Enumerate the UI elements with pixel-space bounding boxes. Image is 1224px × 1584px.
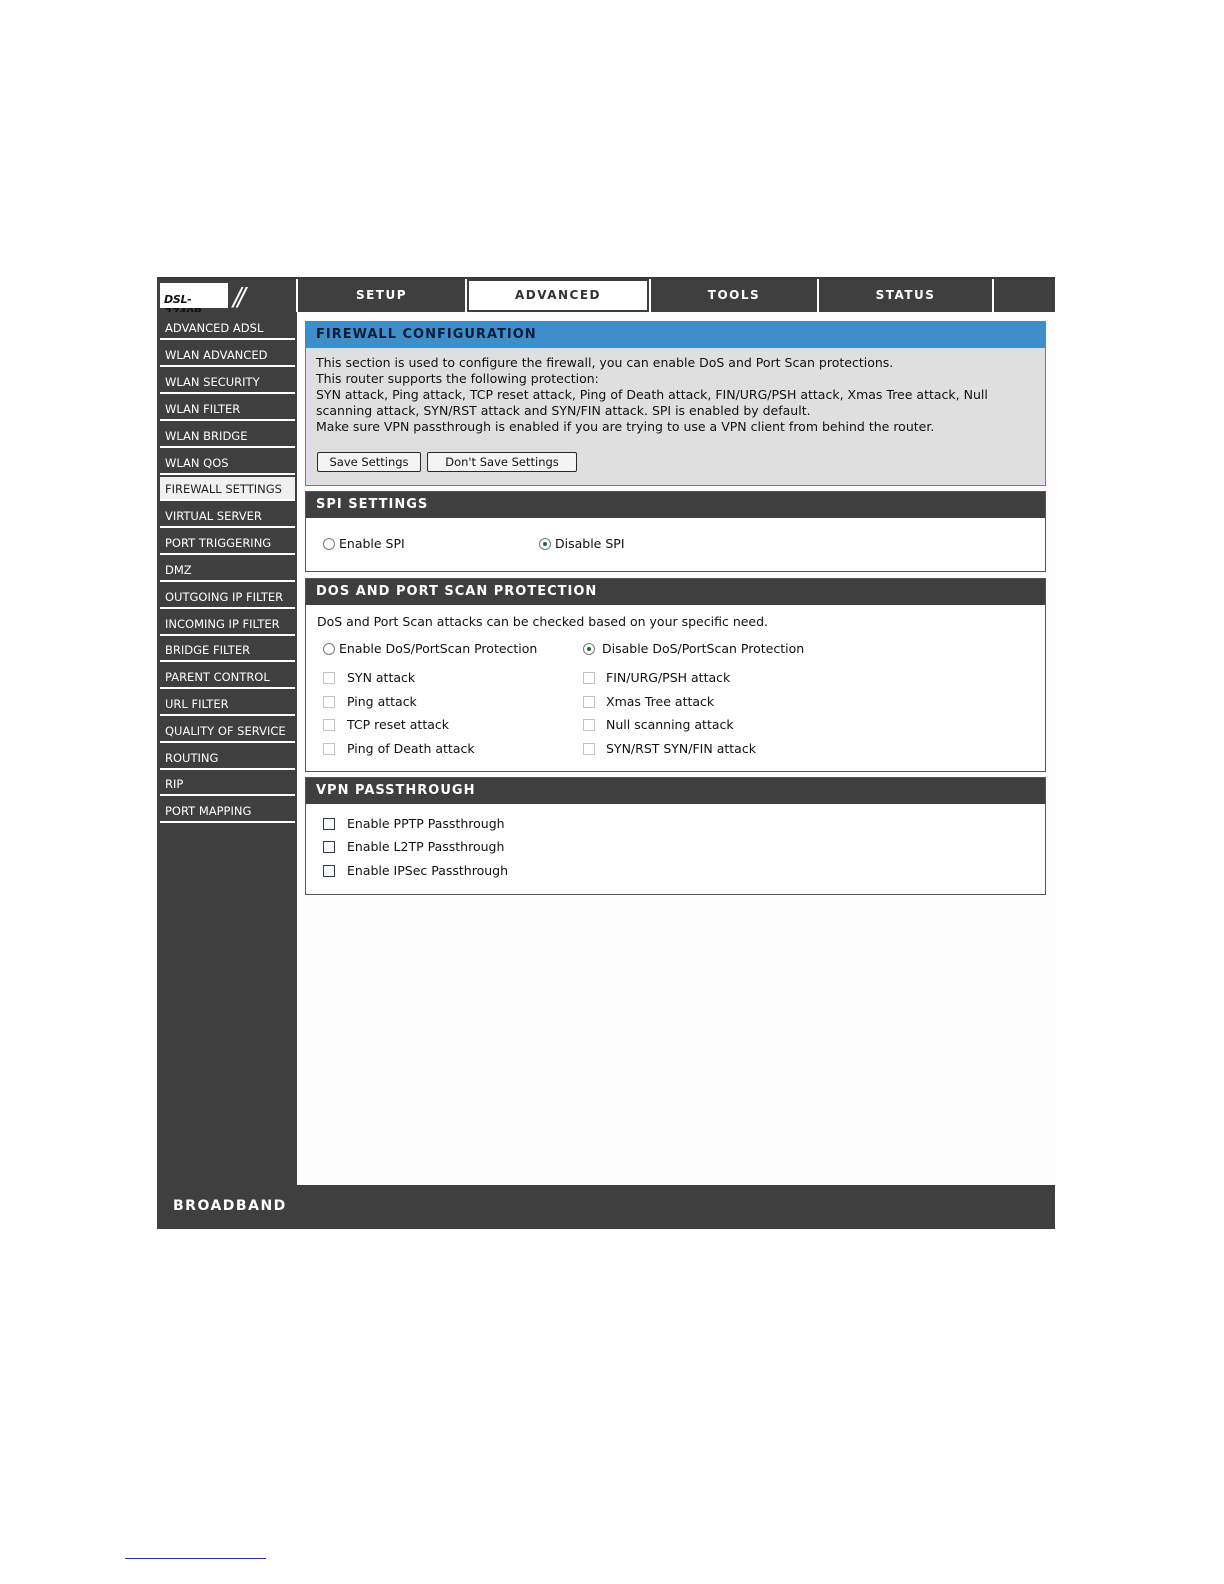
sidebar-item-wlan-bridge[interactable]: WLAN BRIDGE [160, 424, 295, 448]
null-scanning-checkbox [583, 719, 595, 731]
sidebar-item-port-triggering[interactable]: PORT TRIGGERING [160, 531, 295, 555]
pptp-passthrough-checkbox[interactable] [323, 818, 335, 830]
footer [157, 1185, 1055, 1229]
disable-dos-radio[interactable] [583, 643, 595, 655]
syn-rst-syn-fin-checkbox [583, 743, 595, 755]
sidebar-item-wlan-qos[interactable]: WLAN QOS [160, 451, 295, 475]
syn-attack-label: SYN attack [347, 670, 416, 685]
description-line: Make sure VPN passthrough is enabled if you are trying to use a VPN client from behind the router. [316, 419, 935, 434]
logo [157, 279, 296, 312]
panel-title: FIREWALL CONFIGURATION [306, 322, 1045, 348]
footer-brand: BROADBAND [173, 1198, 287, 1214]
footnote-divider [125, 1558, 266, 1559]
sidebar-item-incoming-ip-filter[interactable]: INCOMING IP FILTER [160, 612, 295, 636]
disable-spi-radio[interactable] [539, 538, 551, 550]
firewall-description [316, 355, 1034, 435]
sidebar-item-rip[interactable]: RIP [160, 772, 295, 796]
tcp-reset-attack-checkbox [323, 719, 335, 731]
sidebar-item-bridge-filter[interactable]: BRIDGE FILTER [160, 638, 295, 662]
l2tp-passthrough-checkbox[interactable] [323, 841, 335, 853]
router-admin-window [157, 277, 1055, 1229]
sidebar [157, 312, 297, 1185]
logo-plate [160, 283, 228, 308]
ipsec-passthrough-label: Enable IPSec Passthrough [347, 863, 509, 878]
fin-urg-psh-label: FIN/URG/PSH attack [606, 670, 731, 685]
panel-title: VPN PASSTHROUGH [306, 778, 1045, 804]
disable-dos-label: Disable DoS/PortScan Protection [602, 641, 805, 656]
tab-advanced[interactable]: ADVANCED [467, 279, 649, 312]
xmas-tree-label: Xmas Tree attack [606, 694, 715, 709]
pptp-passthrough-label: Enable PPTP Passthrough [347, 816, 505, 831]
firewall-config-panel [305, 321, 1046, 486]
logo-slash-icon: // [233, 282, 242, 311]
tab-setup[interactable]: SETUP [298, 279, 465, 312]
enable-spi-radio[interactable] [323, 538, 335, 550]
disable-spi-label: Disable SPI [555, 536, 625, 551]
sidebar-item-port-mapping[interactable]: PORT MAPPING [160, 799, 295, 823]
sidebar-item-wlan-security[interactable]: WLAN SECURITY [160, 370, 295, 394]
dos-intro-text: DoS and Port Scan attacks can be checked based on your specific need. [317, 614, 769, 629]
sidebar-item-parent-control[interactable]: PARENT CONTROL [160, 665, 295, 689]
sidebar-item-url-filter[interactable]: URL FILTER [160, 692, 295, 716]
dont-save-settings-button[interactable]: Don't Save Settings [427, 452, 577, 472]
enable-dos-label: Enable DoS/PortScan Protection [339, 641, 538, 656]
sidebar-item-quality-of-service[interactable]: QUALITY OF SERVICE [160, 719, 295, 743]
sidebar-item-advanced-adsl[interactable]: ADVANCED ADSL [160, 316, 295, 340]
sidebar-item-wlan-advanced[interactable]: WLAN ADVANCED [160, 343, 295, 367]
ping-of-death-checkbox [323, 743, 335, 755]
description-line: SYN attack, Ping attack, TCP reset attack, Ping of Death attack, FIN/URG/PSH attack, Xmas Tree attack, Null scanning attack, SYN/RST attack and SYN/FIN attack. SPI is enabled by default. [316, 387, 988, 418]
tcp-reset-attack-label: TCP reset attack [347, 717, 450, 732]
fin-urg-psh-checkbox [583, 672, 595, 684]
sidebar-item-routing[interactable]: ROUTING [160, 746, 295, 770]
panel-title: SPI SETTINGS [306, 492, 1045, 518]
null-scanning-label: Null scanning attack [606, 717, 734, 732]
panel-title: DOS AND PORT SCAN PROTECTION [306, 579, 1045, 605]
syn-attack-checkbox [323, 672, 335, 684]
dos-protection-panel [305, 578, 1046, 772]
vpn-passthrough-panel [305, 777, 1046, 895]
enable-spi-label: Enable SPI [339, 536, 405, 551]
ping-attack-label: Ping attack [347, 694, 417, 709]
tab-status[interactable]: STATUS [819, 279, 992, 312]
description-line: This section is used to configure the firewall, you can enable DoS and Port Scan protections. [316, 355, 894, 370]
ipsec-passthrough-checkbox[interactable] [323, 865, 335, 877]
ping-of-death-label: Ping of Death attack [347, 741, 475, 756]
sidebar-item-outgoing-ip-filter[interactable]: OUTGOING IP FILTER [160, 585, 295, 609]
tab-tools[interactable]: TOOLS [651, 279, 817, 312]
xmas-tree-checkbox [583, 696, 595, 708]
ping-attack-checkbox [323, 696, 335, 708]
logo-text: DSL- [164, 293, 192, 306]
description-line: This router supports the following protection: [316, 371, 599, 386]
spi-settings-panel [305, 491, 1046, 572]
l2tp-passthrough-label: Enable L2TP Passthrough [347, 839, 505, 854]
syn-rst-syn-fin-label: SYN/RST SYN/FIN attack [606, 741, 756, 756]
tab-spacer [994, 279, 1055, 312]
sidebar-item-wlan-filter[interactable]: WLAN FILTER [160, 397, 295, 421]
sidebar-item-virtual-server[interactable]: VIRTUAL SERVER [160, 504, 295, 528]
save-settings-button[interactable]: Save Settings [317, 452, 421, 472]
enable-dos-radio[interactable] [323, 643, 335, 655]
sidebar-item-firewall-settings[interactable]: FIREWALL SETTINGS [160, 477, 295, 501]
sidebar-item-dmz[interactable]: DMZ [160, 558, 295, 582]
